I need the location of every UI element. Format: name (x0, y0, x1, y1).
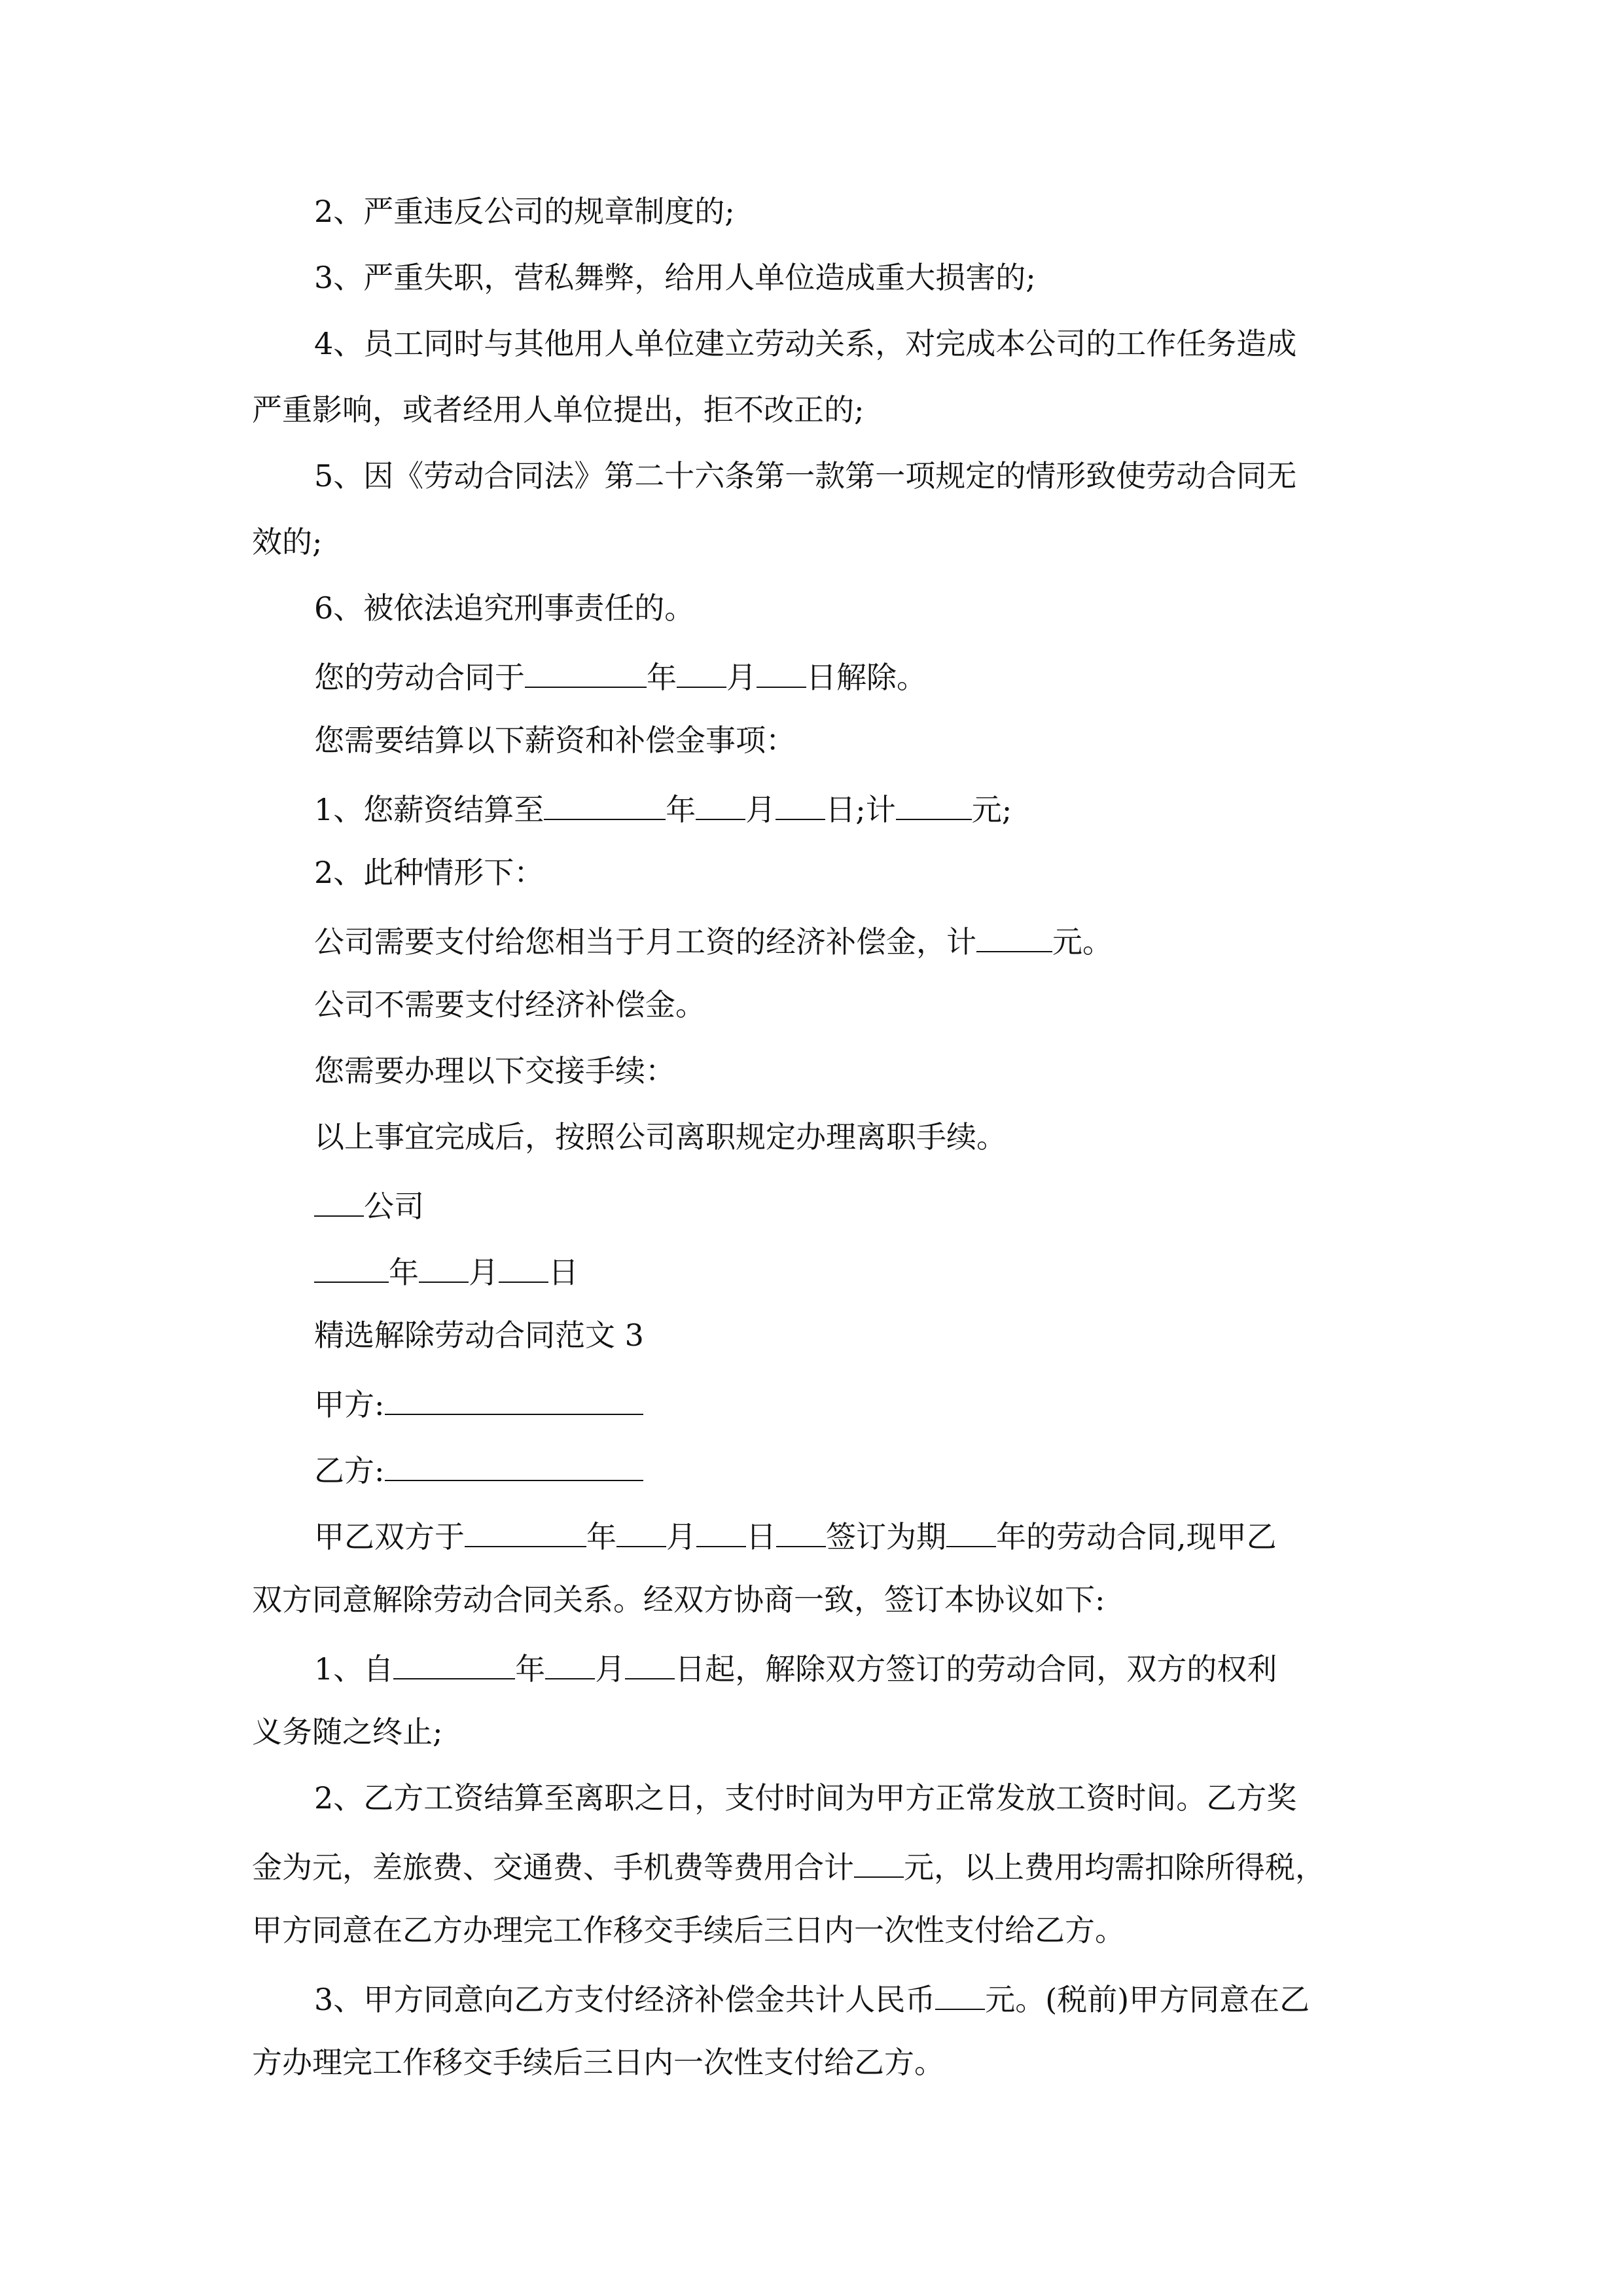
line-text: 月 (745, 792, 776, 827)
line-text: 效的; (252, 524, 323, 560)
line-text: 甲方同意在乙方办理完工作移交手续后三日内一次性支付给乙方。 (252, 1912, 1125, 1948)
line-text: 日;计 (825, 792, 896, 827)
blank-line (545, 1651, 595, 1679)
paragraph-line (252, 1053, 1381, 1122)
line-text: 公司 (364, 1189, 424, 1224)
blank-line (935, 1981, 985, 2010)
line-text: 元; (971, 792, 1012, 827)
blank-line (525, 659, 647, 688)
blank-line (625, 1651, 675, 1679)
line-text: 月 (595, 1651, 626, 1687)
blank-line (314, 1254, 389, 1283)
paragraph-line (252, 1912, 1381, 1981)
line-text: 以上事宜完成后，按照公司离职规定办理离职手续。 (314, 1119, 1007, 1155)
paragraph-line (252, 725, 1381, 791)
paragraph-line (252, 857, 1381, 924)
blank-line (544, 791, 666, 820)
line-text: 年 (586, 1519, 616, 1554)
line-text: 月 (666, 1519, 696, 1554)
document-body (252, 196, 1381, 2113)
paragraph-line (252, 1981, 1381, 2047)
line-text: 1、自 (314, 1651, 394, 1687)
blank-line (499, 1254, 548, 1283)
line-text: 6、被依法追究刑事责任的。 (314, 590, 695, 626)
blank-line (677, 659, 726, 688)
line-text: 元。(税前)甲方同意在乙 (985, 1982, 1310, 2017)
line-text: 签订为期 (826, 1519, 946, 1554)
blank-line (946, 1518, 996, 1547)
line-text: 元。 (1052, 924, 1113, 960)
line-text: 甲方: (314, 1387, 385, 1422)
line-text: 义务随之终止; (252, 1714, 443, 1749)
line-text: 严重影响，或者经用人单位提出，拒不改正的; (252, 392, 865, 427)
line-text: 日 (548, 1255, 579, 1290)
paragraph-line (252, 1386, 1381, 1452)
line-text: 年 (389, 1255, 419, 1290)
blank-line (896, 791, 972, 820)
blank-line (385, 1386, 643, 1415)
blank-line (776, 1518, 826, 1547)
blank-line (854, 1849, 904, 1878)
line-text: 双方同意解除劳动合同关系。经双方协商一致，签订本协议如下: (252, 1582, 1105, 1617)
line-text: 年 (515, 1651, 546, 1687)
paragraph-line (252, 1582, 1381, 1651)
paragraph-line (252, 392, 1381, 461)
line-text: 日解除。 (806, 660, 927, 695)
line-text: 4、员工同时与其他用人单位建立劳动关系，对完成本公司的工作任务造成 (314, 326, 1297, 361)
line-text: 年 (647, 660, 677, 695)
line-text: 金为元，差旅费、交通费、手机费等费用合计 (252, 1850, 854, 1885)
blank-line (393, 1651, 515, 1679)
paragraph-line (252, 1119, 1381, 1188)
line-text: 2、此种情形下： (314, 855, 544, 890)
line-text: 月 (469, 1255, 499, 1290)
line-text: 您的劳动合同于 (314, 660, 525, 695)
paragraph-line (252, 196, 1381, 262)
paragraph-line (252, 1651, 1381, 1717)
line-text: 甲乙双方于 (314, 1519, 465, 1554)
line-text: 2、乙方工资结算至离职之日，支付时间为甲方正常发放工资时间。乙方奖 (314, 1780, 1297, 1816)
line-text: 您需要结算以下薪资和补偿金事项： (314, 723, 796, 758)
paragraph-line (252, 590, 1381, 659)
line-text: 公司不需要支付经济补偿金。 (314, 987, 705, 1022)
paragraph-line (252, 924, 1381, 990)
line-text: 您需要办理以下交接手续： (314, 1053, 675, 1088)
blank-line (757, 659, 806, 688)
line-text: 日 (746, 1519, 776, 1554)
line-text: 日起，解除双方签订的劳动合同，双方的权利 (675, 1651, 1277, 1687)
paragraph-line (252, 1849, 1381, 1915)
paragraph-line (252, 659, 1381, 725)
blank-line (616, 1518, 666, 1547)
line-text: 3、严重失职，营私舞弊，给用人单位造成重大损害的; (314, 260, 1036, 295)
line-text: 5、因《劳动合同法》第二十六条第一款第一项规定的情形致使劳动合同无 (314, 458, 1297, 493)
paragraph-line (252, 524, 1381, 593)
line-text: 元，以上费用均需扣除所得税， (904, 1850, 1325, 1885)
paragraph-line (252, 791, 1381, 857)
section-title (252, 1320, 1381, 1386)
blank-line (976, 924, 1052, 952)
line-text: 月 (726, 660, 757, 695)
line-text: 公司需要支付给您相当于月工资的经济补偿金，计 (314, 924, 976, 960)
paragraph-line (252, 2047, 1381, 2113)
blank-line (314, 1188, 364, 1217)
paragraph-line (252, 1714, 1381, 1783)
blank-line (465, 1518, 586, 1547)
blank-line (385, 1452, 643, 1481)
paragraph-line (252, 1518, 1381, 1585)
blank-line (419, 1254, 469, 1283)
paragraph-line (252, 1188, 1381, 1254)
paragraph-line (252, 987, 1381, 1056)
paragraph-line (252, 1254, 1381, 1320)
paragraph-line (252, 262, 1381, 329)
line-text: 年的劳动合同,现甲乙 (996, 1519, 1277, 1554)
line-text: 1、您薪资结算至 (314, 792, 544, 827)
line-text: 乙方: (314, 1453, 385, 1488)
blank-line (696, 791, 745, 820)
line-text: 3、甲方同意向乙方支付经济补偿金共计人民币 (314, 1982, 936, 2017)
line-text: 2、严重违反公司的规章制度的; (314, 194, 735, 229)
paragraph-line (252, 1780, 1381, 1849)
blank-line (776, 791, 825, 820)
paragraph-line (252, 1452, 1381, 1518)
blank-line (696, 1518, 746, 1547)
line-text: 年 (666, 792, 696, 827)
paragraph-line (252, 458, 1381, 527)
paragraph-line (252, 326, 1381, 395)
line-text: 方办理完工作移交手续后三日内一次性支付给乙方。 (252, 2045, 944, 2080)
line-text: 精选解除劳动合同范文 3 (314, 1318, 644, 1353)
